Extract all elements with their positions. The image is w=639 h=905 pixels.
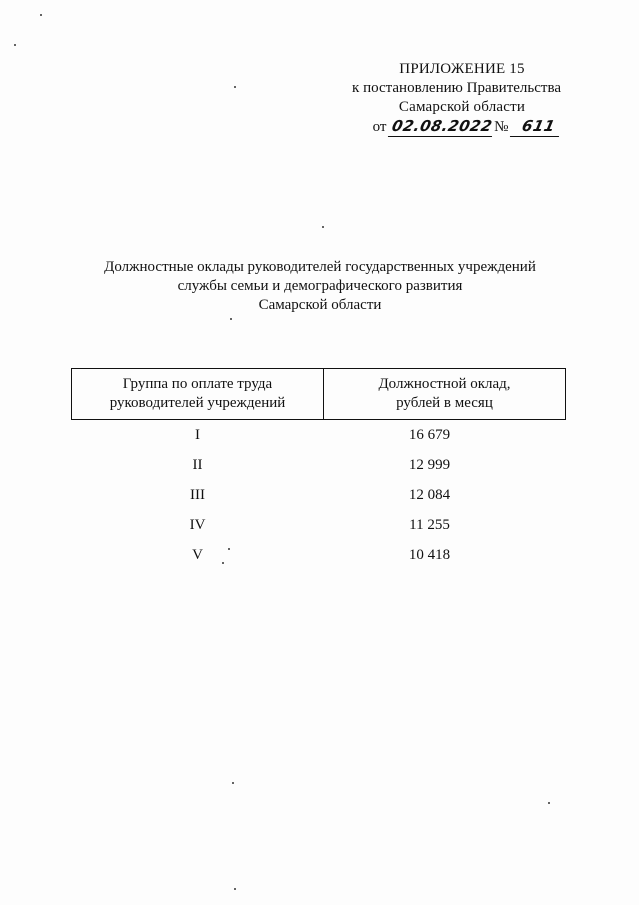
salary-cell: 11 255: [409, 517, 450, 533]
document-heading: [60, 258, 580, 315]
appendix-date-line: [321, 117, 561, 137]
heading-line-2: службы семьи и демографического развития: [177, 278, 463, 294]
group-cell: I: [195, 427, 200, 443]
table-row: [72, 510, 566, 540]
header-group-line-1: Группа по оплате труда: [122, 376, 273, 392]
appendix-title: ПРИЛОЖЕНИЕ 15: [399, 61, 525, 77]
table-row: [72, 420, 566, 451]
group-cell: III: [190, 487, 205, 503]
scan-speck: [234, 888, 236, 890]
handwritten-number: 611: [510, 117, 563, 137]
salary-cell: 16 679: [408, 427, 451, 443]
salary-cell: 10 418: [408, 547, 451, 563]
scan-speck: [40, 14, 42, 16]
header-salary: [324, 369, 566, 420]
appendix-block: [321, 60, 561, 137]
scan-speck: [322, 226, 324, 228]
table-row: [72, 540, 566, 570]
scan-speck: [548, 802, 550, 804]
group-cell: V: [192, 547, 203, 563]
scan-speck: [14, 44, 16, 46]
salary-cell: 12 084: [408, 487, 451, 503]
header-group: [72, 369, 324, 420]
header-salary-line-2: рублей в месяц: [396, 395, 493, 411]
scan-speck: [232, 782, 234, 784]
scan-speck: [234, 86, 236, 88]
salary-table: [71, 368, 566, 570]
number-prefix: №: [494, 119, 509, 135]
heading-line-3: Самарской области: [258, 297, 382, 313]
table-header-row: [72, 369, 566, 420]
handwritten-date: 02.08.2022: [388, 117, 496, 137]
header-group-line-2: руководителей учреждений: [109, 395, 286, 411]
salary-cell: 12 999: [408, 457, 451, 473]
heading-line-1: Должностные оклады руководителей государственных учреждений: [104, 259, 536, 275]
group-cell: II: [192, 457, 203, 473]
scan-speck: [230, 318, 232, 320]
table-row: [72, 480, 566, 510]
table-row: [72, 450, 566, 480]
appendix-region-line: Самарской области: [398, 99, 526, 115]
header-salary-line-1: Должностной оклад,: [378, 376, 511, 392]
appendix-resolution-line: к постановлению Правительства: [352, 80, 561, 96]
group-cell: IV: [189, 517, 206, 533]
date-prefix: от: [372, 119, 387, 135]
